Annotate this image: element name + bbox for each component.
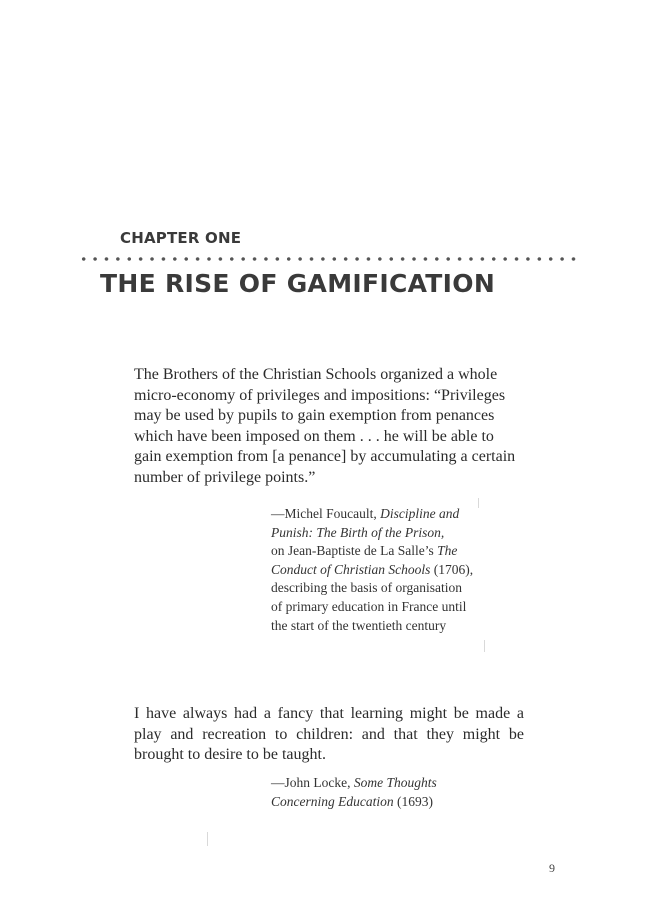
dotted-divider xyxy=(78,256,576,262)
attribution-text: (1693) xyxy=(393,793,433,809)
attribution-title: Discipline and xyxy=(380,506,460,521)
quote-text: I have always had a fancy that learning might be made a play and recreation to children: and that they might be brought to desire to be taught. xyxy=(134,705,524,764)
attribution-title: The xyxy=(437,543,458,559)
attribution-text: —Michel Foucault, xyxy=(271,506,381,521)
page-number: 9 xyxy=(549,861,555,875)
quote-line: may be used by pupils to gain exemption from penances xyxy=(134,407,495,425)
quote-line: number of privilege points.” xyxy=(134,468,316,486)
scan-mark xyxy=(207,832,208,846)
epigraph-1-attribution xyxy=(271,505,473,635)
epigraph-1-quote xyxy=(134,365,524,489)
epigraph-2-quote xyxy=(134,704,524,766)
attribution-text: (1706), xyxy=(430,561,474,577)
quote-line: gain exemption from [a penance] by accumulating a certain xyxy=(134,448,516,466)
quote-line: The Brothers of the Christian Schools organized a whole xyxy=(134,366,498,383)
attribution-title: Conduct of Christian Schools xyxy=(271,561,431,577)
quote-line: micro-economy of privileges and impositions: “Privileges xyxy=(134,386,506,404)
scan-mark xyxy=(484,640,485,652)
attribution-text: of primary education in France until xyxy=(271,598,467,614)
attribution-title: Some Thoughts xyxy=(353,775,437,790)
scan-mark xyxy=(478,498,479,508)
attribution-title: Concerning Education xyxy=(271,793,394,809)
epigraph-2-attribution xyxy=(271,774,437,811)
attribution-text: describing the basis of organisation xyxy=(271,580,462,596)
chapter-label: CHAPTER ONE xyxy=(120,229,242,247)
quote-line: which have been imposed on them . . . he will be able to xyxy=(134,427,494,445)
attribution-text: the start of the twentieth century xyxy=(271,617,447,633)
attribution-text: —John Locke, xyxy=(271,775,354,790)
chapter-title: THE RISE OF GAMIFICATION xyxy=(100,269,496,298)
attribution-text: on Jean-Baptiste de La Salle’s xyxy=(271,543,438,559)
attribution-title: Punish: The Birth of the Prison, xyxy=(271,524,445,540)
